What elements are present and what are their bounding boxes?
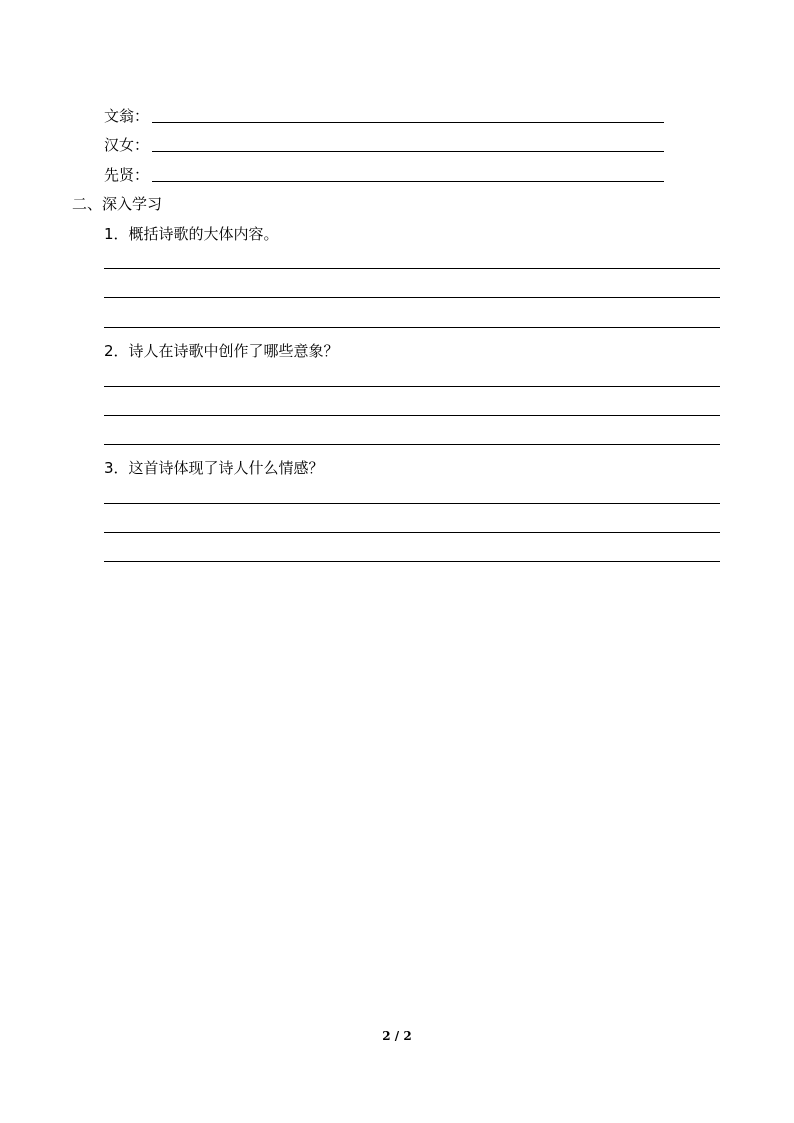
section-title: 二、深入学习	[72, 195, 163, 213]
fill-in-blank-hannv[interactable]	[152, 151, 664, 152]
answer-line[interactable]	[104, 561, 720, 562]
answer-line[interactable]	[104, 503, 720, 504]
question-number: 2．	[104, 342, 129, 360]
fill-in-blank-xianxian[interactable]	[152, 181, 664, 182]
answer-line[interactable]	[104, 327, 720, 328]
answer-line[interactable]	[104, 268, 720, 269]
answer-line[interactable]	[104, 444, 720, 445]
question-text: 概括诗歌的大体内容。	[128, 225, 279, 243]
fill-in-blank-wenweng[interactable]	[152, 122, 664, 123]
question-text: 这首诗体现了诗人什么情感？	[128, 459, 324, 477]
question-number: 3．	[104, 459, 129, 477]
question-1	[104, 224, 279, 244]
question-3	[104, 458, 324, 478]
answer-line[interactable]	[104, 532, 720, 533]
question-number: 1．	[104, 225, 129, 243]
question-2	[104, 341, 339, 361]
fill-in-label-wenweng: 文翁：	[104, 107, 150, 125]
question-text: 诗人在诗歌中创作了哪些意象？	[128, 342, 339, 360]
fill-in-label-xianxian: 先贤：	[104, 166, 150, 184]
fill-in-label-hannv: 汉女：	[104, 136, 150, 154]
answer-line[interactable]	[104, 297, 720, 298]
answer-line[interactable]	[104, 415, 720, 416]
answer-line[interactable]	[104, 386, 720, 387]
page-indicator: 2 / 2	[382, 1029, 412, 1043]
